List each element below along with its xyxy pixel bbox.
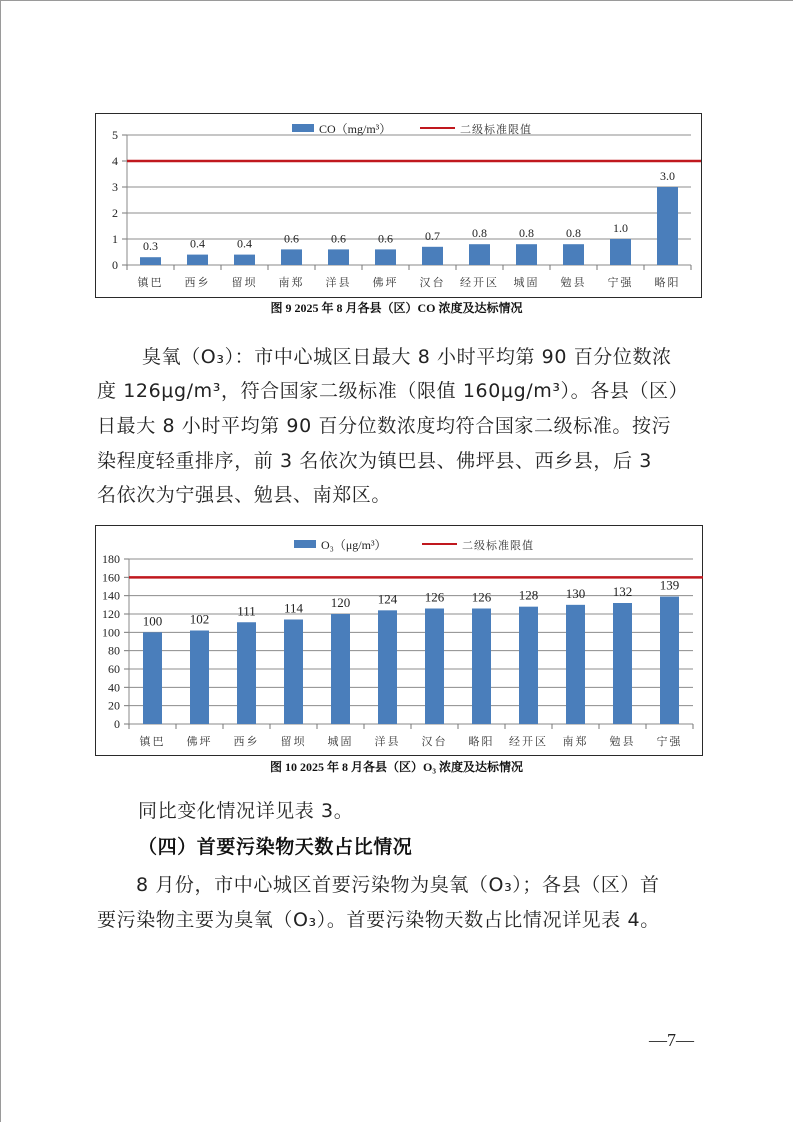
- x-category-label: 城固: [327, 735, 354, 748]
- x-category-label: 佛坪: [372, 276, 399, 289]
- y-tick-label: 1: [112, 232, 118, 246]
- y-tick-label: 2: [112, 206, 118, 220]
- data-label: 0.6: [378, 231, 393, 246]
- bar: [610, 239, 631, 265]
- bar: [375, 249, 396, 265]
- bar: [378, 610, 397, 724]
- data-label: 0.8: [519, 226, 534, 241]
- bar: [563, 244, 584, 265]
- legend-bar-swatch: [292, 124, 314, 132]
- x-category-label: 汉台: [419, 276, 446, 289]
- x-category-label: 西乡: [233, 735, 260, 748]
- x-category-label: 经开区: [509, 735, 548, 748]
- ozone-paragraph-line5: 名依次为宁强县、勉县、南郑区。: [97, 484, 392, 506]
- bar: [657, 187, 678, 265]
- co-chart: [95, 113, 702, 298]
- co-chart-svg: [96, 114, 703, 299]
- x-category-label: 宁强: [607, 276, 634, 289]
- data-label: 139: [659, 577, 680, 593]
- y-tick-label: 3: [112, 180, 118, 194]
- bar: [328, 249, 349, 265]
- data-label: 0.3: [143, 239, 158, 254]
- data-label: 100: [142, 613, 163, 629]
- yoy-note: 同比变化情况详见表 3。: [138, 800, 354, 822]
- bar: [516, 244, 537, 265]
- x-category-label: 南郑: [562, 735, 589, 748]
- bar: [331, 614, 350, 724]
- primary-pollutant-line1: 8 月份，市中心城区首要污染物为臭氧（O₃）；各县（区）首: [136, 874, 660, 896]
- x-category-label: 留坝: [231, 276, 258, 289]
- bar: [284, 620, 303, 725]
- o3-chart-svg: [96, 526, 704, 757]
- legend-series-label: CO（mg/m³）: [319, 122, 392, 136]
- bar: [237, 622, 256, 724]
- y-tick-label: 160: [102, 570, 120, 585]
- y-tick-label: 0: [114, 717, 120, 731]
- data-label: 132: [612, 584, 633, 599]
- x-category-label: 城固: [513, 276, 540, 289]
- data-label: 0.6: [331, 231, 346, 246]
- data-label: 114: [283, 600, 304, 616]
- legend-limit-label: 二级标准限值: [460, 123, 532, 136]
- data-label: 1.0: [613, 221, 628, 235]
- data-label: 111: [237, 603, 256, 619]
- page-number: —7—: [649, 1030, 694, 1050]
- data-label: 0.7: [425, 228, 440, 243]
- data-label: 0.4: [190, 236, 205, 251]
- primary-pollutant-line2: 要污染物主要为臭氧（O₃）。首要污染物天数占比情况详见表 4。: [97, 909, 660, 931]
- y-tick-label: 0: [112, 258, 118, 272]
- legend-bar-swatch: [294, 540, 316, 548]
- data-label: 102: [189, 611, 210, 627]
- ozone-paragraph-line2: 度 126μg/m³，符合国家二级标准（限值 160μg/m³）。各县（区）: [97, 380, 689, 402]
- x-category-label: 南郑: [278, 276, 305, 289]
- x-category-label: 洋县: [325, 276, 352, 289]
- bar: [472, 609, 491, 725]
- y-tick-label: 20: [108, 698, 120, 713]
- data-label: 124: [377, 591, 398, 607]
- x-category-label: 洋县: [374, 735, 401, 748]
- x-category-label: 留坝: [280, 735, 307, 748]
- x-category-label: 勉县: [609, 735, 636, 748]
- bar: [187, 255, 208, 265]
- bar: [425, 609, 444, 725]
- y-tick-label: 140: [102, 588, 120, 603]
- section-heading: （四）首要污染物天数占比情况: [138, 836, 413, 858]
- bar: [660, 597, 679, 724]
- data-label: 126: [424, 589, 445, 605]
- data-label: 130: [565, 585, 586, 601]
- bar: [190, 631, 209, 725]
- data-label: 120: [330, 595, 351, 610]
- x-category-label: 镇巴: [139, 735, 166, 748]
- bar: [140, 257, 161, 265]
- x-category-label: 镇巴: [137, 276, 164, 289]
- y-tick-label: 180: [102, 552, 120, 566]
- bar: [281, 249, 302, 265]
- y-tick-label: 120: [102, 607, 120, 621]
- figure9-caption: 图 9 2025 年 8 月各县（区）CO 浓度及达标情况: [270, 301, 523, 315]
- y-tick-label: 5: [112, 128, 118, 142]
- data-label: 3.0: [660, 169, 675, 183]
- legend-series-label: O₃（μg/m³）: [321, 538, 387, 552]
- figure10-caption: 图 10 2025 年 8 月各县（区）O₃ 浓度及达标情况: [270, 760, 523, 774]
- data-label: 128: [518, 587, 539, 603]
- x-category-label: 宁强: [656, 735, 683, 748]
- y-tick-label: 40: [108, 680, 120, 695]
- page-border-left: [0, 0, 1, 1122]
- data-label: 0.4: [237, 236, 252, 251]
- page-border-top: [0, 0, 793, 1]
- x-category-label: 略阳: [654, 276, 681, 289]
- ozone-paragraph-line1: 臭氧（O₃）：市中心城区日最大 8 小时平均第 90 百分位数浓: [142, 346, 672, 368]
- x-category-label: 略阳: [468, 735, 495, 748]
- bar: [234, 255, 255, 265]
- ozone-paragraph-line3: 日最大 8 小时平均第 90 百分位数浓度均符合国家二级标准。按污: [97, 415, 672, 437]
- x-category-label: 汉台: [421, 735, 448, 748]
- bar: [143, 632, 162, 724]
- data-label: 0.6: [284, 231, 299, 246]
- data-label: 126: [471, 589, 492, 605]
- legend-limit-label: 二级标准限值: [462, 539, 534, 552]
- y-tick-label: 60: [108, 662, 120, 676]
- x-category-label: 佛坪: [186, 735, 213, 748]
- bar: [519, 607, 538, 724]
- x-category-label: 勉县: [560, 276, 587, 289]
- x-category-label: 经开区: [460, 276, 499, 289]
- y-tick-label: 80: [108, 643, 120, 658]
- ozone-paragraph-line4: 染程度轻重排序，前 3 名依次为镇巴县、佛坪县、西乡县，后 3: [97, 450, 652, 472]
- bar: [613, 603, 632, 724]
- data-label: 0.8: [566, 226, 581, 241]
- x-category-label: 西乡: [184, 276, 211, 289]
- o3-chart: [95, 525, 703, 756]
- bar: [566, 605, 585, 724]
- data-label: 0.8: [472, 226, 487, 241]
- y-tick-label: 4: [112, 154, 118, 168]
- bar: [469, 244, 490, 265]
- bar: [422, 247, 443, 265]
- y-tick-label: 100: [102, 625, 120, 640]
